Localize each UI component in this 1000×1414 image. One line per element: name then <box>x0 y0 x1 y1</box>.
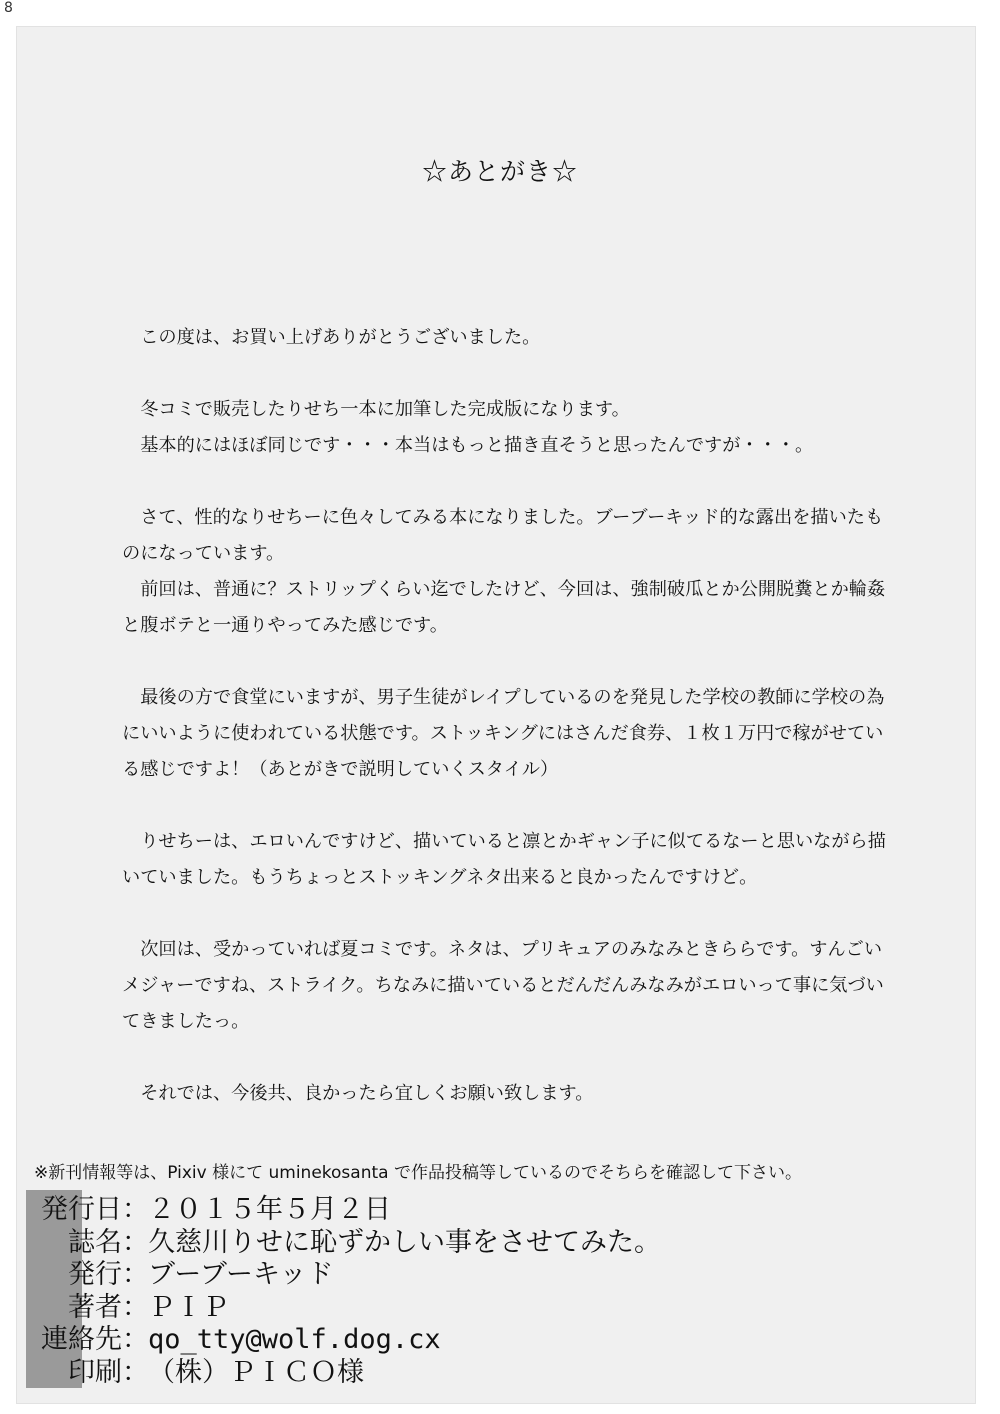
colophon-label: 著者 <box>68 1291 122 1323</box>
colophon-row-author <box>26 1292 661 1325</box>
colophon-value: 久慈川りせに恥ずかしい事をさせてみた。 <box>148 1226 661 1258</box>
colophon-separator: ： <box>122 1291 149 1323</box>
colophon-separator: ： <box>122 1356 149 1388</box>
colophon-separator: ： <box>122 1194 149 1225</box>
colophon-value: ＰＩＰ <box>148 1291 229 1323</box>
paragraph-content: さて、性的なりせちーに色々してみる本になりました。ブーブーキッド的な露出を描いたものになっています。 前回は、普通に？ストリップくらい迄でしたけど、今回は、強制破瓜とか公開脱糞とか輪姦と腹ボテと一通りやってみた感じです。 <box>122 507 886 636</box>
colophon-value: ブーブーキッド <box>148 1259 334 1290</box>
colophon-separator: ： <box>122 1259 149 1290</box>
afterword-title: ☆あとがき☆ <box>421 157 578 186</box>
colophon-separator: ： <box>122 1226 149 1258</box>
page-number: 8 <box>4 0 13 16</box>
paragraph-thanks: この度は、お買い上げありがとうございました。 <box>140 327 541 348</box>
colophon-value: （株）ＰＩＣＯ様 <box>148 1356 364 1388</box>
colophon-label: 印刷 <box>68 1356 122 1388</box>
paragraph-edition: 冬コミで販売したりせち一本に加筆した完成版になります。 基本的にはほぼ同じです・・・本当はもっと描き直そうと思ったんですが・・・。 <box>140 399 814 456</box>
afterword-body <box>122 320 890 1148</box>
colophon-row-contact <box>26 1324 661 1357</box>
colophon-label: 連絡先 <box>41 1324 122 1355</box>
paragraph-ending: 最後の方で食堂にいますが、男子生徒がレイプしているのを発見した学校の教師に学校の為にいいように使われている状態です。ストッキングにはさんだ食券、１枚１万円で稼がせている感じですよ！（あとがきで説明していくスタイル） <box>122 687 885 780</box>
colophon-value: ２０１５年５月２日 <box>148 1194 391 1225</box>
colophon-label: 発行日 <box>41 1194 122 1225</box>
colophon-row-printer <box>26 1357 661 1390</box>
colophon-label: 発行 <box>68 1259 122 1290</box>
new-release-notice: ※新刊情報等は、Pixiv 様にて uminekosanta で作品投稿等しているのでそちらを確認して下さい。 <box>34 1163 802 1183</box>
paragraph-character: りせちーは、エロいんですけど、描いていると凛とかギャン子に似てるなーと思いながら描いていました。もうちょっとストッキングネタ出来ると良かったんですけど。 <box>122 831 886 888</box>
colophon-row-date <box>26 1194 661 1227</box>
colophon-separator: ： <box>122 1324 149 1355</box>
paragraph-next: 次回は、受かっていれば夏コミです。ネタは、プリキュアのみなみときららです。すんごいメジャーですね、ストライク。ちなみに描いているとだんだんみなみがエロいって事に気づいてきましたっ。 <box>122 939 884 1032</box>
colophon-row-title <box>26 1227 661 1260</box>
paragraph-closing: それでは、今後共、良かったら宜しくお願い致します。 <box>140 1083 594 1104</box>
colophon <box>26 1194 661 1389</box>
colophon-row-publisher <box>26 1259 661 1292</box>
colophon-label: 誌名 <box>68 1226 122 1258</box>
contact-email: qo_tty@wolf.dog.cx <box>148 1324 441 1355</box>
